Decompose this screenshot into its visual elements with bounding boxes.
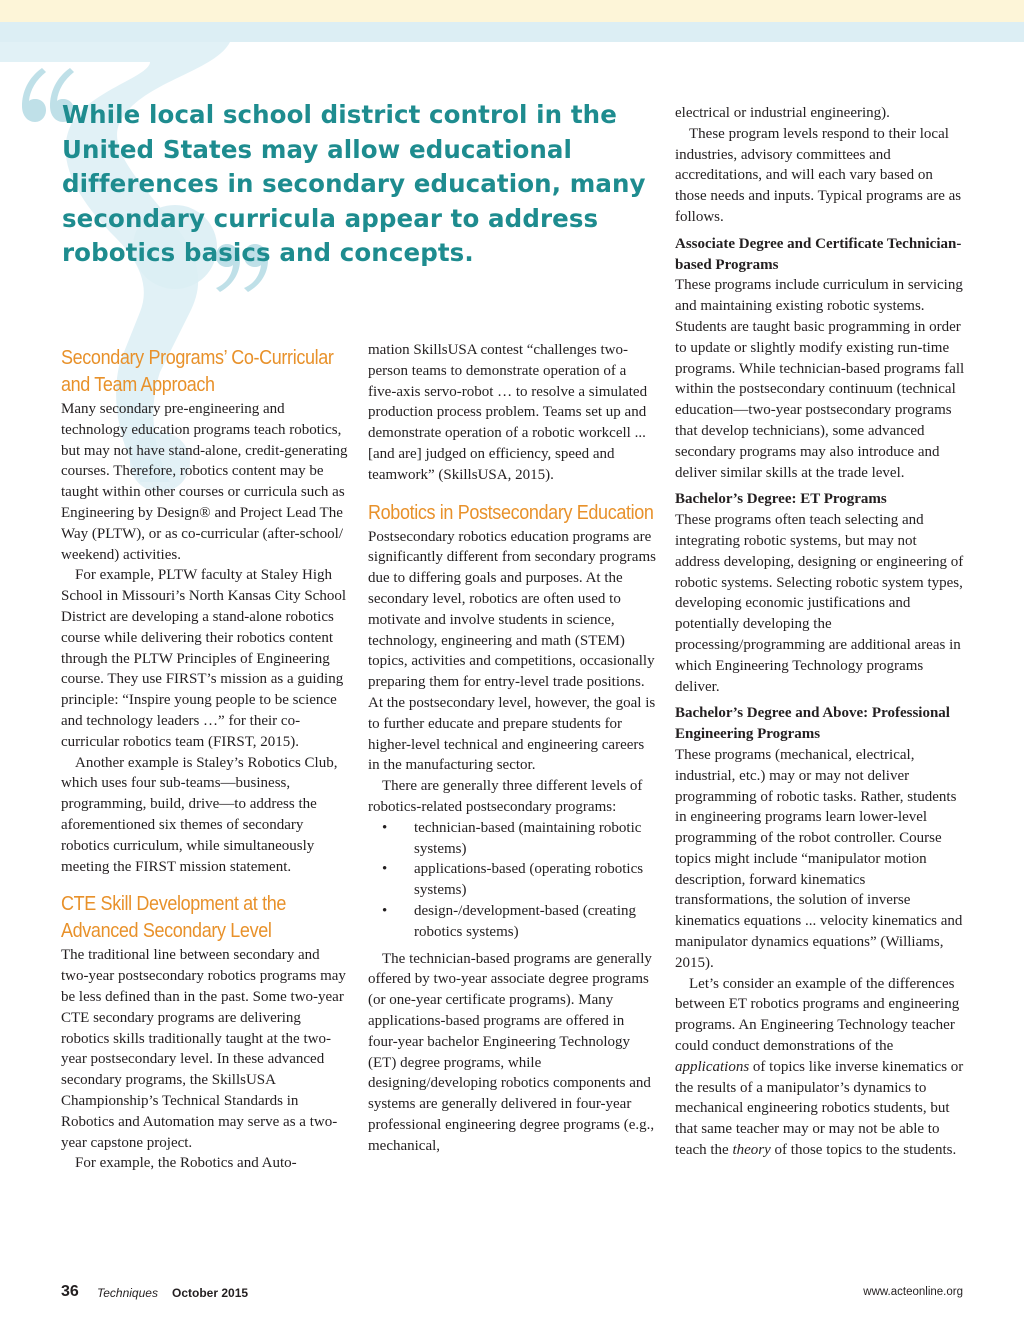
website-link[interactable]: www.acteonline.org [863, 1286, 963, 1298]
paragraph: For example, PLTW faculty at Staley High School in Missouri’s North Kansas City School District are developing a stand-alone robotics course while delivering their robotics content through the PLTW Principles of Engineering course. They use FIRST’s mission as a guiding principle: “Inspire young people to be science and technology leaders …” for their co-curricular robotics team (FIRST, 2015). [61, 567, 347, 750]
paragraph: electrical or industrial engineering). [675, 105, 890, 121]
paragraph: These programs include curriculum in servicing and maintaining existing robotic systems. Students are taught basic programming in order to update or slightly modify existing run-time programs. While technician-based programs fall within the postsecondary continuum (technical education—two-year postsecondary programs that develop technicians), some advanced secondary programs may also introduce and deliver similar skills at the trade level. [675, 277, 965, 481]
paragraph: The traditional line between secondary and two-year postsecondary robotics programs may be less defined than in the past. Some two-year CTE secondary programs are delivering robotics skills traditionally taught at the two-year postsecondary level. In these advanced secondary programs, the SkillsUSA Championship’s Technical Standards in Robotics and Automation may serve as a two-year capstone project. [61, 947, 346, 1151]
paragraph: For example, the Robotics and Auto- [75, 1155, 297, 1172]
list-item: • design-/development-based (creating robotics systems) [382, 902, 636, 940]
section-heading: CTE Skill Development at the Advanced Secondary Level [61, 893, 287, 943]
magazine-name: Techniques [97, 1286, 158, 1300]
paragraph: Postsecondary robotics education programs are significantly different from secondary programs due to differing goals and purposes. At the secondary level, robotics are often used to motivate and involve students in science, technology, engineering and math (STEM) topics, activities and competitions, occasionally preparing them for entry-level trade positions. At the postsecondary level, however, the goal is to further educate and prepare students for higher-level technical and engineering careers in the manufacturing sector. [368, 528, 656, 774]
subheading: Associate Degree and Certificate Technician-based Programs [675, 235, 962, 273]
paragraph: Let’s consider an example of the differences between ET robotics programs and engineering programs. An Engineering Technology teacher could conduct demonstrations of the applications of topics like inverse kinematics or the results of a manipulator’s dynamics to mechanical engineering robotics students, but that same teacher may or may not be able to teach the theory of those topics to the students. [675, 975, 964, 1159]
column-3 [675, 103, 965, 1161]
list-item: • technician-based (maintaining robotic systems) [382, 819, 642, 857]
subheading: Bachelor’s Degree: ET Programs [675, 491, 887, 508]
issue-date: October 2015 [172, 1286, 249, 1300]
top-band-blue [0, 22, 1024, 42]
list-item: • applications-based (operating robotics systems) [382, 861, 644, 899]
paragraph: These programs often teach selecting and integrating robotic systems, but may not address developing, designing or engineering of robotic systems. Selecting robotic system types, developing economic justifications and potentially developing the processing/programming are additional areas in which Engineering Technology programs deliver. [675, 512, 964, 695]
paragraph: Another example is Staley’s Robotics Club, which uses four sub-teams—business, programming, build, drive—to address the aforementioned six themes of secondary robotics curriculum, while simultaneously meeting the FIRST mission statement. [61, 754, 338, 875]
paragraph: mation SkillsUSA contest “challenges two-person teams to demonstrate operation of a five-axis servo-robot … to resolve a simulated production process problem. Teams set up and demonstrate operation of a robotic workcell ... [and are] judged on efficiency, speed and teamwork” (SkillsUSA, 2015). [368, 342, 648, 483]
paragraph: These program levels respond to their local industries, advisory committees and accreditations, and will each vary based on those needs and inputs. Typical programs are as follows. [675, 125, 962, 225]
pull-quote: While local school district control in the United States may allow educational differences in secondary education, many secondary curricula appear to address robotics basics and concepts. [62, 100, 646, 267]
column-2 [368, 340, 656, 1156]
section-heading: Secondary Programs’ Co-Curricular and Team Approach [61, 347, 334, 396]
paragraph: There are generally three different levels of robotics-related postsecondary programs: [368, 778, 643, 815]
top-band-cream [0, 0, 1024, 22]
paragraph: Many secondary pre-engineering and technology education programs teach robotics, but may not have stand-alone, credit-generating courses. Therefore, robotics content may be taught within other courses or curricula such as Engineering by Design® and Project Lead The Way (PLTW), or as co-curricular (after-school/ weekend) activities. [61, 401, 348, 563]
levels-list [368, 818, 656, 943]
subheading: Bachelor’s Degree and Above: Professional Engineering Programs [675, 705, 950, 743]
section-heading: Robotics in Postsecondary Education [368, 501, 654, 524]
column-1 [61, 345, 348, 1174]
page-number: 36 [61, 1283, 79, 1300]
paragraph: The technician-based programs are generally offered by two-year associate degree programs (or one-year certificate programs). Many applications-based programs are offered in four-year bachelor Engineering Technology (ET) degree programs, while designing/developing robotics components and systems are generally delivered in four-year professional engineering degree programs (e.g., mechanical, [368, 950, 655, 1154]
paragraph: These programs (mechanical, electrical, industrial, etc.) may or may not deliver programming of robotic tasks. Rather, students in engineering programs learn lower-level programming of the robot controller. Course topics might include “manipulator motion description, forward kinematics transformations, the solution of inverse kinematics equations ... velocity kinematics and manipulator dynamics equations” (Williams, 2015). [675, 746, 963, 971]
